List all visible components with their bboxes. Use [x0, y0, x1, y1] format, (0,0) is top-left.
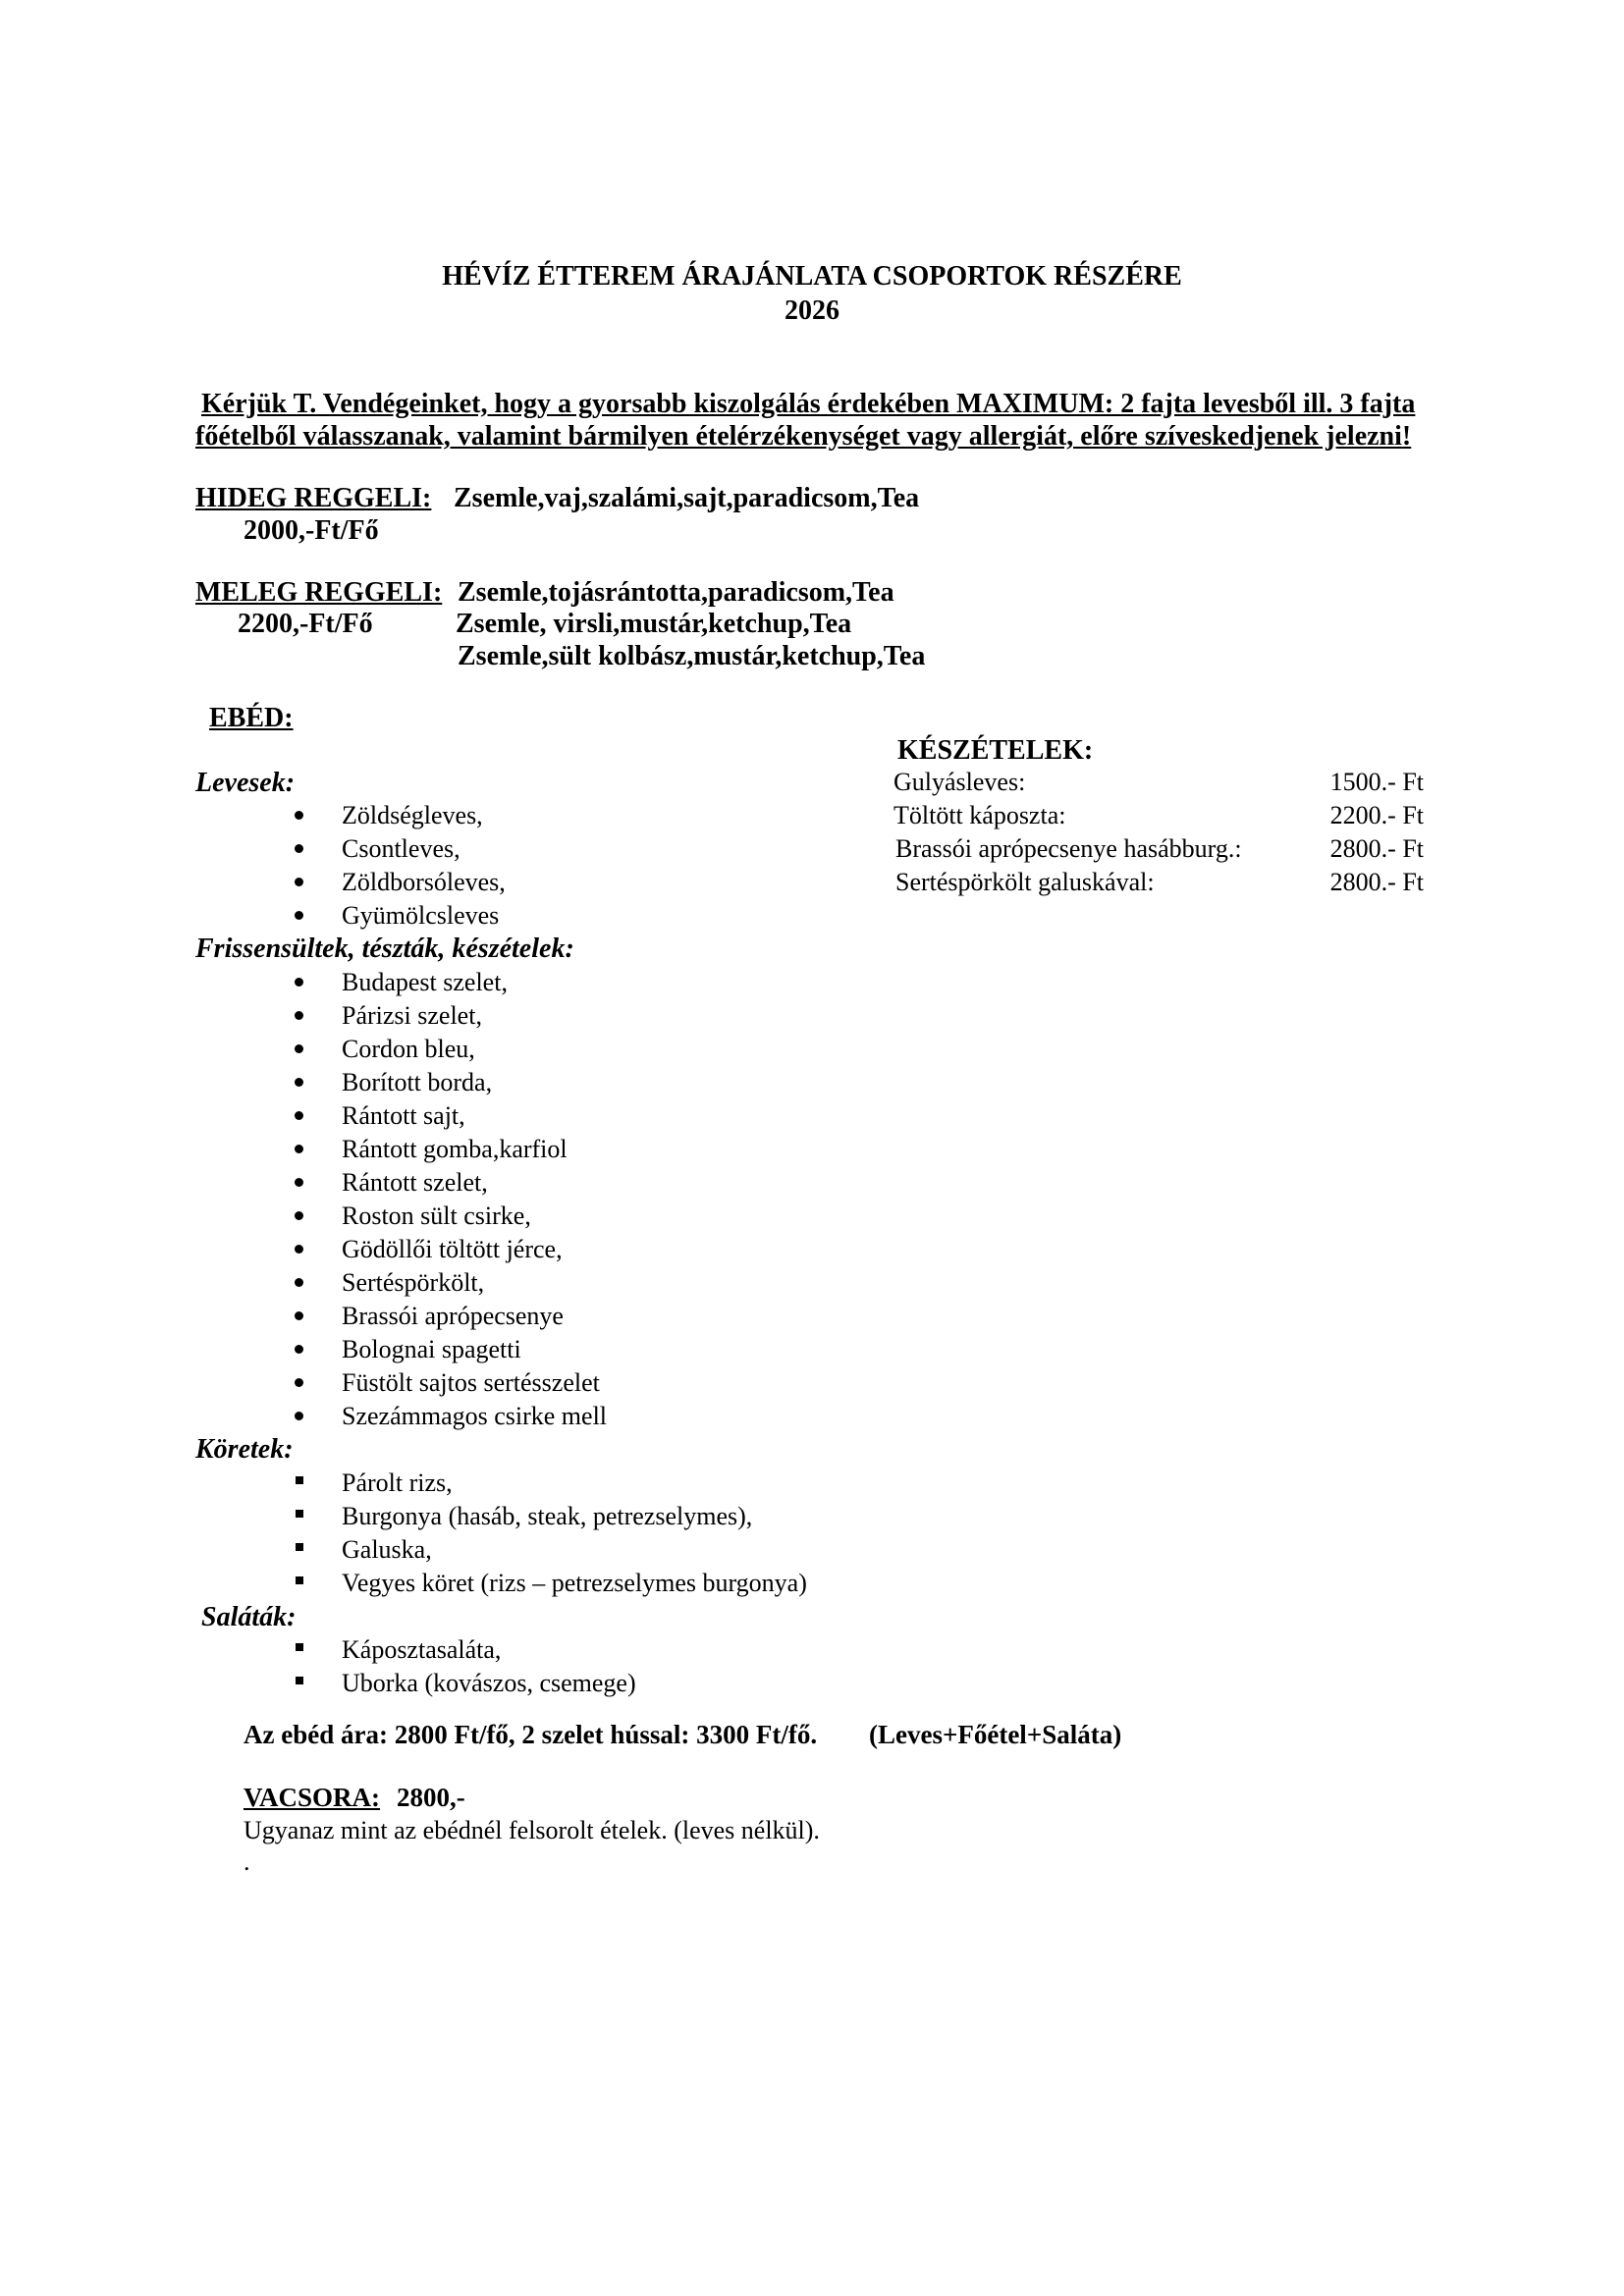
ready-meal-price: 1500.- Ft — [1329, 768, 1424, 796]
bullet-icon — [295, 1278, 303, 1287]
bullet-icon — [295, 1412, 303, 1420]
bullet-icon — [295, 1211, 303, 1220]
main-label: Sertéspörkölt, — [342, 1268, 485, 1297]
cold-breakfast-label: HIDEG REGGELI: — [195, 483, 432, 513]
notice-line-1: Kérjük T. Vendégeinket, hogy a gyorsabb kiszolgálás érdekében MAXIMUM: 2 fajta levesből ill. 3 fajta — [201, 389, 1416, 419]
main-label: Rántott szelet, — [342, 1168, 488, 1197]
soups-heading: Levesek: — [195, 768, 296, 798]
lunch-price: Az ebéd ára: 2800 Ft/fő, 2 szelet hússal: 3300 Ft/fő. — [244, 1720, 818, 1749]
bullet-icon — [295, 911, 303, 920]
dinner-description: Ugyanaz mint az ebédnél felsorolt ételek. (leves nélkül). — [244, 1816, 820, 1844]
bullet-icon — [295, 1245, 303, 1254]
main-label: Budapest szelet, — [342, 968, 508, 996]
dinner-price: 2800,- — [397, 1783, 465, 1812]
side-label: Vegyes köret (rizs – petrezselymes burgonya) — [342, 1569, 807, 1597]
trailing-dot: . — [244, 1847, 250, 1876]
warm-breakfast-option: Zsemle,tojásrántotta,paradicsom,Tea — [458, 577, 894, 608]
soup-label: Gyümölcsleves — [342, 901, 500, 930]
salad-label: Káposztasaláta, — [342, 1635, 502, 1664]
main-label: Borított borda, — [342, 1068, 493, 1096]
main-label: Gödöllői töltött jérce, — [342, 1235, 563, 1263]
ready-meals-heading: KÉSZÉTELEK: — [897, 735, 1094, 766]
side-label: Burgonya (hasáb, steak, petrezselymes), — [342, 1502, 753, 1530]
main-label: Roston sült csirke, — [342, 1201, 531, 1230]
ready-meal-name: Gulyásleves: — [893, 768, 1026, 796]
cold-breakfast-items: Zsemle,vaj,szalámi,sajt,paradicsom,Tea — [454, 483, 920, 513]
mains-heading: Frissensültek, tészták, készételek: — [195, 934, 574, 964]
warm-breakfast-price: 2200,-Ft/Fő — [238, 609, 373, 639]
main-label: Bolognai spagetti — [342, 1335, 521, 1363]
lunch-price-note: (Leves+Főétel+Saláta) — [869, 1720, 1122, 1749]
bullet-icon — [295, 1044, 303, 1053]
square-bullet-icon — [296, 1543, 303, 1551]
bullet-icon — [295, 1078, 303, 1087]
soup-label: Zöldborsóleves, — [342, 868, 506, 896]
lunch-heading: EBÉD: — [209, 703, 294, 733]
bullet-icon — [295, 878, 303, 886]
ready-meal-price: 2800.- Ft — [1329, 834, 1424, 863]
main-label: Füstölt sajtos sertésszelet — [342, 1368, 600, 1397]
bullet-icon — [295, 844, 303, 853]
main-label: Brassói aprópecsenye — [342, 1302, 564, 1330]
warm-breakfast-option: Zsemle,sült kolbász,mustár,ketchup,Tea — [458, 641, 926, 671]
square-bullet-icon — [296, 1576, 303, 1584]
ready-meal-name: Töltött káposzta: — [893, 801, 1066, 829]
main-label: Szezámmagos csirke mell — [342, 1402, 608, 1430]
notice-line-2: főételből válasszanak, valamint bármilyen ételérzékenységet vagy allergiát, előre szíveskedjenek jelezni! — [195, 421, 1412, 452]
ready-meal-price: 2200.- Ft — [1329, 801, 1424, 829]
warm-breakfast-label: MELEG REGGELI: — [195, 577, 443, 608]
bullet-icon — [295, 1311, 303, 1320]
ready-meal-name: Brassói aprópecsenye hasábburg.: — [895, 834, 1242, 863]
main-label: Rántott gomba,karfiol — [342, 1135, 568, 1163]
square-bullet-icon — [296, 1643, 303, 1651]
bullet-icon — [295, 1178, 303, 1187]
dinner-label: VACSORA: — [244, 1783, 381, 1812]
square-bullet-icon — [296, 1677, 303, 1684]
square-bullet-icon — [296, 1476, 303, 1484]
side-label: Párolt rizs, — [342, 1468, 453, 1497]
warm-breakfast-option: Zsemle, virsli,mustár,ketchup,Tea — [456, 609, 852, 639]
bullet-icon — [295, 1111, 303, 1120]
bullet-icon — [295, 1145, 303, 1153]
bullet-icon — [295, 978, 303, 987]
main-label: Rántott sajt, — [342, 1101, 465, 1130]
side-label: Galuska, — [342, 1535, 432, 1564]
bullet-icon — [295, 1345, 303, 1354]
sides-heading: Köretek: — [195, 1434, 294, 1465]
soup-label: Zöldségleves, — [342, 801, 483, 829]
salad-label: Uborka (kovászos, csemege) — [342, 1669, 636, 1697]
square-bullet-icon — [296, 1510, 303, 1518]
salads-heading: Saláták: — [201, 1602, 297, 1632]
ready-meal-name: Sertéspörkölt galuskával: — [895, 868, 1155, 896]
ready-meal-price: 2800.- Ft — [1329, 868, 1424, 896]
page-year: 2026 — [785, 295, 839, 326]
soup-label: Csontleves, — [342, 834, 460, 863]
cold-breakfast-price: 2000,-Ft/Fő — [244, 515, 379, 546]
main-label: Cordon bleu, — [342, 1035, 475, 1063]
main-label: Párizsi szelet, — [342, 1001, 482, 1030]
bullet-icon — [295, 1011, 303, 1020]
page-title: HÉVÍZ ÉTTEREM ÁRAJÁNLATA CSOPORTOK RÉSZÉRE — [442, 261, 1182, 292]
bullet-icon — [295, 1378, 303, 1387]
bullet-icon — [295, 811, 303, 820]
